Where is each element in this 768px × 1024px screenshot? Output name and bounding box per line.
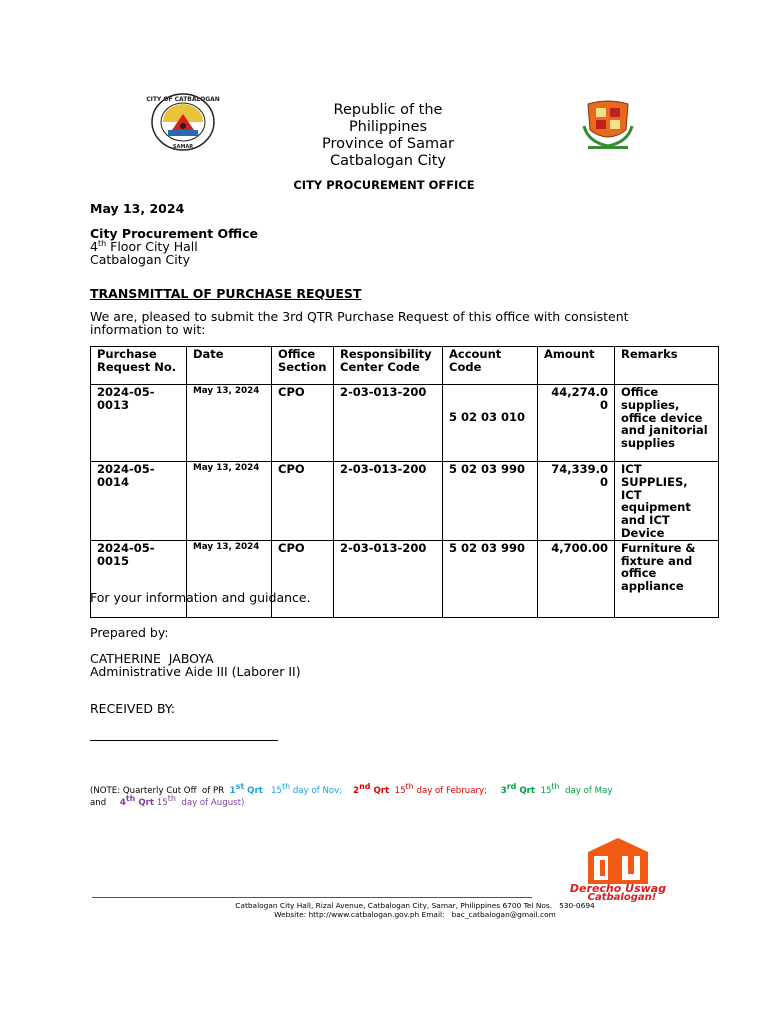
floor-number: 4 [90, 239, 98, 254]
province-line: Province of Samar [322, 136, 454, 152]
table-row [91, 385, 719, 462]
city-seal-logo [146, 92, 220, 152]
cell-amount: 74,339.00 [538, 462, 615, 541]
cell-remarks: Furniture & fixture and office appliance [615, 540, 719, 617]
table-header-row [91, 347, 719, 385]
republic-line: Republic of the Philippines [333, 102, 443, 135]
purchase-request-table [90, 346, 719, 618]
footer-contact [180, 901, 650, 919]
addressee-name: City Procurement Office [90, 226, 258, 241]
cell-office: CPO [272, 462, 334, 541]
footer-address: Catbalogan City Hall, Rizal Avenue, Catbalogan City, Samar, Philippines 6700 Tel Nos. 530-0694 [235, 901, 595, 910]
cell-account: 5 02 03 990 [443, 462, 538, 541]
cell-remarks: ICT SUPPLIES, ICT equipment and ICT Device [615, 462, 719, 541]
svg-text:SAMAR: SAMAR [172, 144, 194, 150]
cell-pr-no: 2024-05-0015 [91, 540, 187, 617]
note-q1: 1st Qrt [229, 782, 263, 796]
slogan-line-1: Derecho Uswag [569, 882, 667, 895]
col-header-account: Account Code [443, 347, 538, 385]
letter-date: May 13, 2024 [90, 201, 185, 216]
addressee-block [90, 227, 390, 266]
prepared-by-label: Prepared by: [90, 625, 169, 640]
city-line: Catbalogan City [330, 153, 446, 169]
floor-suffix: th [97, 238, 107, 248]
table-row [91, 462, 719, 541]
table-row [91, 540, 719, 617]
subject-line: TRANSMITTAL OF PURCHASE REQUEST [90, 286, 362, 301]
cell-date: May 13, 2024 [187, 385, 272, 462]
signature-line [90, 740, 278, 741]
preparer-title: Administrative Aide III (Laborer II) [90, 664, 301, 679]
note-q3-date: 15th day of May [540, 782, 613, 796]
intro-line-2: information to wit: [90, 322, 206, 337]
floor-text: Floor City Hall [106, 239, 198, 254]
note-line-1 [90, 782, 690, 797]
preparer-name: CATHERINE JABOYA [90, 651, 214, 666]
note-q2: 2nd Qrt [353, 782, 390, 796]
cell-pr-no: 2024-05-0013 [91, 385, 187, 462]
note-line-2 [90, 794, 690, 809]
cell-amount: 44,274.00 [538, 385, 615, 462]
note-q4-date: 15th day of August) [156, 794, 245, 808]
footer-web: Website: http://www.catbalogan.gov.ph Email: bac_catbalogan@gmail.com [274, 910, 556, 919]
cutoff-note [90, 782, 690, 809]
footer-divider [92, 897, 532, 898]
cell-remarks: Office supplies, office device and janitorial supplies [615, 385, 719, 462]
cell-account: 5 02 03 990 [443, 540, 538, 617]
cell-date: May 13, 2024 [187, 462, 272, 541]
col-header-pr-no: Purchase Request No. [91, 347, 187, 385]
col-header-office: Office Section [272, 347, 334, 385]
col-header-amount: Amount [538, 347, 615, 385]
intro-paragraph [90, 310, 710, 336]
note-q4: 4th Qrt [119, 794, 155, 808]
derecho-uswag-logo [560, 838, 676, 903]
cell-rc-code: 2-03-013-200 [334, 540, 443, 617]
office-title: CITY PROCUREMENT OFFICE [293, 178, 475, 192]
col-header-remarks: Remarks [615, 347, 719, 385]
note-prefix: (NOTE: Quarterly Cut Off of PR [90, 786, 230, 796]
received-by-label: RECEIVED BY: [90, 701, 176, 716]
note-and: and [90, 798, 107, 808]
letterhead [300, 102, 476, 170]
closing-line: For your information and guidance. [90, 590, 311, 605]
col-header-date: Date [187, 347, 272, 385]
cell-amount: 4,700.00 [538, 540, 615, 617]
cell-account-text: 5 02 03 010 [449, 410, 526, 424]
office-crest-logo [582, 96, 634, 152]
cell-office: CPO [272, 540, 334, 617]
cell-pr-no: 2024-05-0014 [91, 462, 187, 541]
slogan-line-2: Catbalogan! [587, 892, 657, 903]
cell-date: May 13, 2024 [187, 540, 272, 617]
note-q1-date: 15th day of Nov; [271, 782, 343, 796]
note-q3: 3rd Qrt [500, 782, 536, 796]
addressee-line2: Catbalogan City [90, 252, 190, 267]
note-q2-date: 15th day of February; [394, 782, 488, 796]
cell-office: CPO [272, 385, 334, 462]
svg-text:CITY OF CATBALOGAN: CITY OF CATBALOGAN [146, 96, 220, 103]
col-header-rc-code: Responsibility Center Code [334, 347, 443, 385]
cell-rc-code: 2-03-013-200 [334, 462, 443, 541]
cell-rc-code: 2-03-013-200 [334, 385, 443, 462]
cell-account [443, 385, 538, 462]
intro-line-1: We are, pleased to submit the 3rd QTR Purchase Request of this office with consistent [90, 309, 629, 324]
